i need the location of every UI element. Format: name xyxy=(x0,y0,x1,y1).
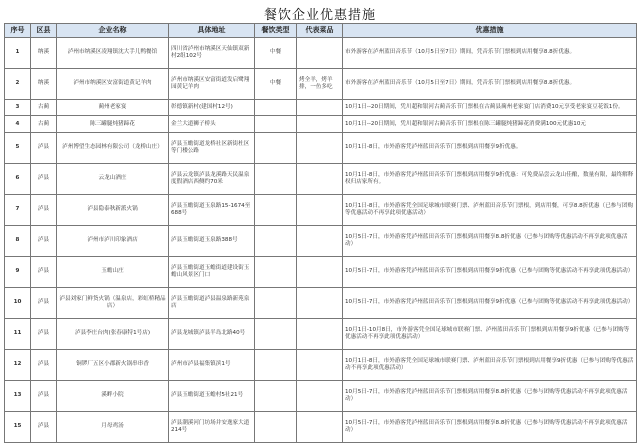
cell-type xyxy=(255,256,297,287)
cell-type: 中餐 xyxy=(255,38,297,69)
cell-address: 泸县玉蟾街道玉蟾街道建设街玉蟾山风景区门口 xyxy=(169,256,255,287)
cell-county: 泸县 xyxy=(31,163,57,194)
cell-no: 3 xyxy=(5,99,31,116)
header-no: 序号 xyxy=(5,24,31,38)
cell-dish xyxy=(297,38,343,69)
cell-no: 8 xyxy=(5,225,31,256)
cell-no: 15 xyxy=(5,411,31,442)
cell-address: 泸县玉蟾街道玉泉路388号 xyxy=(169,225,255,256)
cell-no: 1 xyxy=(5,38,31,69)
table-row xyxy=(5,411,637,442)
header-measure: 优惠措施 xyxy=(343,24,637,38)
cell-type xyxy=(255,225,297,256)
header-address: 具体地址 xyxy=(169,24,255,38)
cell-measure: 10月1日--20日期间，凭川超和银河古蔺音乐节门票根在古蔺县蔺州老家宴门店消费10元享受老家宴豆花饭1份。 xyxy=(343,99,637,116)
table-row xyxy=(5,38,637,69)
cell-county: 泸县 xyxy=(31,132,57,163)
header-type: 餐饮类型 xyxy=(255,24,297,38)
cell-dish xyxy=(297,411,343,442)
cell-county: 纳溪 xyxy=(31,68,57,99)
cell-type xyxy=(255,380,297,411)
cell-measure: 10月1日-10月8日，市外游客凭全国足球城市联赛门票、泸州蓝田音乐节门票根到店用餐享9折优惠（已参与团购等优惠活动不再享此项优惠活动） xyxy=(343,318,637,349)
cell-measure: 10月5日-7日，市外游客凭泸州蓝田音乐节门票根到店用餐享8.8折优惠（已参与团购等优惠活动不再享此项优惠活动） xyxy=(343,411,637,442)
table-row xyxy=(5,287,637,318)
table-row xyxy=(5,99,637,116)
cell-type xyxy=(255,116,297,133)
cell-dish xyxy=(297,287,343,318)
table-row xyxy=(5,225,637,256)
cell-type xyxy=(255,349,297,380)
cell-name: 陈三罐腿炖猪蹄花 xyxy=(57,116,169,133)
cell-dish xyxy=(297,132,343,163)
cell-measure: 10月5日-7日，市外游客凭泸州蓝田音乐节门票根到店用餐享8.8折优惠（已参与团购等优惠活动不再享此项优惠活动） xyxy=(343,380,637,411)
table-row xyxy=(5,380,637,411)
cell-measure: 10月1日--20日期间，凭川超和银河古蔺音乐节门票根在陈三罐腿炖猪蹄花消费满100元优惠10元 xyxy=(343,116,637,133)
cell-dish xyxy=(297,99,343,116)
cell-type xyxy=(255,411,297,442)
cell-name: 玉蟾山庄 xyxy=(57,256,169,287)
cell-measure: 10月1日-8日，市外游客凭泸州蓝田音乐节门票根到店用餐享9折优惠。 xyxy=(343,132,637,163)
cell-no: 9 xyxy=(5,256,31,287)
cell-county: 泸县 xyxy=(31,318,57,349)
cell-address: 泸州市泸县福集镇滨1号 xyxy=(169,349,255,380)
discount-table xyxy=(4,23,637,443)
table-row xyxy=(5,256,637,287)
cell-dish xyxy=(297,318,343,349)
cell-name: 云龙山酒庄 xyxy=(57,163,169,194)
cell-address: 金兰大道狮子桥头 xyxy=(169,116,255,133)
cell-type xyxy=(255,99,297,116)
cell-county: 古蔺 xyxy=(31,99,57,116)
cell-county: 泸县 xyxy=(31,287,57,318)
cell-dish xyxy=(297,225,343,256)
cell-type xyxy=(255,132,297,163)
table-row xyxy=(5,132,637,163)
cell-county: 泸县 xyxy=(31,380,57,411)
table-row xyxy=(5,318,637,349)
cell-measure: 10月5日-7日，市外游客凭泸州蓝田音乐节门票根到店用餐享8.8折优惠（已参与团购等优惠活动不再享此项优惠活动） xyxy=(343,225,637,256)
cell-dish xyxy=(297,380,343,411)
cell-address: 泸县玉蟾街道泸县温泉路新苑泉店 xyxy=(169,287,255,318)
cell-county: 泸县 xyxy=(31,194,57,225)
cell-name: 泸县隐泰秋新派火锅 xyxy=(57,194,169,225)
cell-dish: 烤全羊，烤羊排，一鱼多吃 xyxy=(297,68,343,99)
cell-address: 泸县玉蟾街道玉蟾村5社21号 xyxy=(169,380,255,411)
cell-type xyxy=(255,163,297,194)
cell-name: 泸州博望生态园林有限公司（龙桥山庄） xyxy=(57,132,169,163)
table-header-row xyxy=(5,24,637,38)
cell-name: 泸州市纳溪区安富街道黄记羊肉 xyxy=(57,68,169,99)
cell-address: 泸县玉蟾街道玉泉路15-1674至688号 xyxy=(169,194,255,225)
cell-address: 泸县龙城镇泸县半岛北路40号 xyxy=(169,318,255,349)
cell-dish xyxy=(297,194,343,225)
table-row xyxy=(5,163,637,194)
cell-county: 泸县 xyxy=(31,225,57,256)
cell-address: 泸县云龙镇泸县龙溪路天民温泉度假酒店西侧约70米 xyxy=(169,163,255,194)
table-row xyxy=(5,349,637,380)
cell-no: 7 xyxy=(5,194,31,225)
header-dish: 代表菜品 xyxy=(297,24,343,38)
cell-dish xyxy=(297,349,343,380)
cell-measure: 市外游客在泸州蓝田音乐节（10月5日至7日）期间，凭音乐节门票根到店用餐享8.8折优惠。 xyxy=(343,38,637,69)
cell-name: 泸州市泸川印象酒店 xyxy=(57,225,169,256)
cell-name: 蔺州老家宴 xyxy=(57,99,169,116)
cell-measure: 10月5日-7日，市外游客凭泸州蓝田音乐节门票根到店用餐享9折优惠（已参与团购等优惠活动不再享此项优惠活动） xyxy=(343,287,637,318)
cell-type xyxy=(255,194,297,225)
cell-county: 纳溪 xyxy=(31,38,57,69)
cell-county: 泸县 xyxy=(31,411,57,442)
cell-county: 泸县 xyxy=(31,256,57,287)
cell-no: 6 xyxy=(5,163,31,194)
cell-no: 2 xyxy=(5,68,31,99)
cell-address: 泸州市纳溪区安富街道发启鹭翔园黄记羊肉 xyxy=(169,68,255,99)
cell-dish xyxy=(297,163,343,194)
page-title: 餐饮企业优惠措施 xyxy=(263,8,376,23)
cell-address: 四川省泸州市纳溪区天仙镇双新村2组102号 xyxy=(169,38,255,69)
cell-address: 泸县潮溪河门坊场并安逸家大道214号 xyxy=(169,411,255,442)
table-row xyxy=(5,68,637,99)
table-row xyxy=(5,116,637,133)
cell-address: 彰德镇新村(建国村12号) xyxy=(169,99,255,116)
cell-type xyxy=(255,318,297,349)
cell-measure: 10月1日-8日，市外游客凭全国足球城市联赛门票、泸州蓝田音乐节门票根，到店用餐，可享8.8折优惠（已参与团购等优惠活动不再享此项优惠活动） xyxy=(343,194,637,225)
cell-measure: 10月1日-8日，市外游客凭泸州蓝田音乐节门票根到店用餐享9折优惠：可免费品尝云龙山佳酿，数量有限，最终解释权归店家所有。 xyxy=(343,163,637,194)
header-county: 区县 xyxy=(31,24,57,38)
cell-no: 5 xyxy=(5,132,31,163)
table-row xyxy=(5,194,637,225)
cell-measure: 市外游客在泸州蓝田音乐节（10月5日至7日）期间，凭音乐节门票根到店用餐享8.8折优惠。 xyxy=(343,68,637,99)
cell-county: 古蔺 xyxy=(31,116,57,133)
cell-measure: 10月1日-8日，市外游客凭全国足球城市联赛门票、泸州蓝田音乐节门票根到店用餐享9折优惠（已参与团购等优惠活动不再享此项优惠活动） xyxy=(343,349,637,380)
cell-name: 月母鸡汤 xyxy=(57,411,169,442)
cell-address: 泸县玉蟾街道龙桥社区新街杜区等门楼公路 xyxy=(169,132,255,163)
header-name: 企业名称 xyxy=(57,24,169,38)
cell-name: 泸县刘家门鲜货火锅（温泉店，彩虹桥精品店） xyxy=(57,287,169,318)
cell-dish xyxy=(297,256,343,287)
cell-name: 溪畔小院 xyxy=(57,380,169,411)
cell-no: 12 xyxy=(5,349,31,380)
cell-name: 泸县李庄台肉(张春康特1号店) xyxy=(57,318,169,349)
cell-type: 中餐 xyxy=(255,68,297,99)
cell-name: 泸州市纳溪区凌翔镇沈大手儿鸭餐馆 xyxy=(57,38,169,69)
cell-measure: 10月5日-7日，市外游客凭泸州蓝田音乐节门票根到店用餐享9折优惠（已参与团购等优惠活动不再享此项优惠活动） xyxy=(343,256,637,287)
cell-no: 13 xyxy=(5,380,31,411)
cell-county: 泸县 xyxy=(31,349,57,380)
cell-dish xyxy=(297,116,343,133)
cell-no: 4 xyxy=(5,116,31,133)
cell-name: 铜锣厂五区小郡新火锅串串香 xyxy=(57,349,169,380)
cell-type xyxy=(255,287,297,318)
cell-no: 11 xyxy=(5,318,31,349)
cell-no: 10 xyxy=(5,287,31,318)
